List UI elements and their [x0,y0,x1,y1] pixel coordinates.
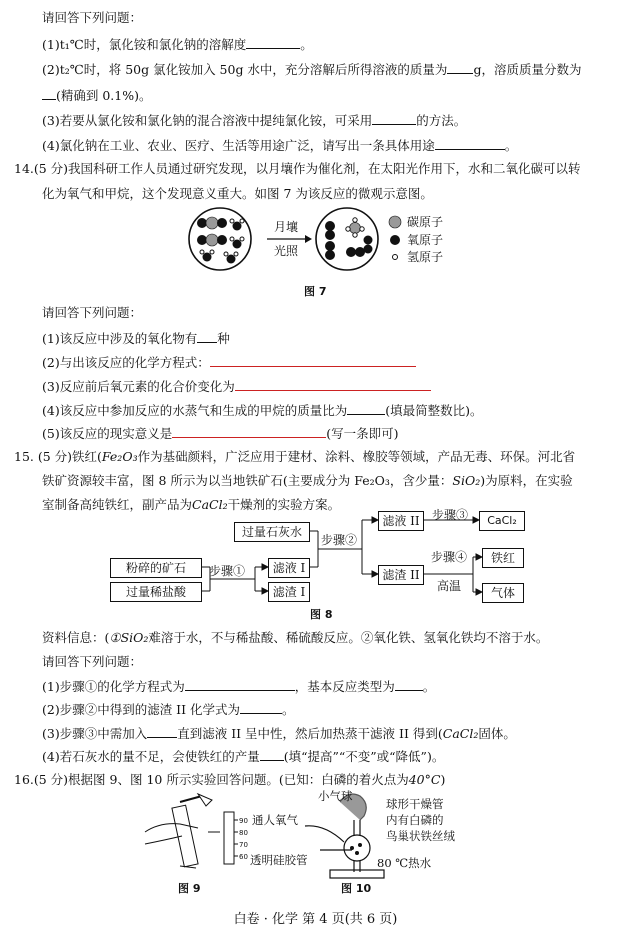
q13-part2: (2)t₂℃时，将 50g 氯化铵加入 50g 水中，充分溶解后所得溶液的质量为 g，溶质质量分数为 [42,62,582,77]
q13-part1: (1)t₁℃时，氯化铵和氯化钠的溶解度 。 [42,37,313,52]
label-silicone-tube: 透明硅胶管 [250,853,308,867]
answer-blank[interactable] [372,112,416,125]
label-balloon: 小气球 [318,789,353,803]
q13-intro: 请回答下列问题： [42,10,143,25]
figure-9-cylinder-diagram [140,792,260,877]
co2-molecule-icon [197,234,227,246]
figure-9-caption: 图 9 [178,882,201,895]
co2-molecule-icon [197,217,227,229]
answer-blank[interactable] [240,701,282,714]
flow-step1-label: 步骤① [209,564,246,578]
flow-box-residue-1: 滤渣 I [268,582,310,602]
q13-part3: (3)若要从氯化铵和氯化钠的混合溶液中提纯氯化铵，可采用 的方法。 [42,113,467,128]
q14-intro: 请回答下列问题： [42,305,143,320]
flow-box-filtrate-2: 滤液 II [378,511,424,531]
water-molecule-icon [230,219,244,231]
q14-part2: (2)与出该反应的化学方程式： [42,354,416,371]
q14-part5: (5)该反应的现实意义是 (写一条即可) [42,426,399,441]
q15-info: 资料信息：(①SiO₂难溶于水，不与稀盐酸、稀硫酸反应。②氧化铁、氢氧化铁均不溶于水。 [42,630,549,645]
q14-part4: (4)该反应中参加反应的水蒸气和生成的甲烷的质量比为 (填最简整数比)。 [42,403,483,418]
answer-blank[interactable] [435,137,505,150]
figure-7-molecule-diagram [185,204,460,274]
flow-step2-label: 步骤② [321,533,358,547]
q15-intro: 请回答下列问题： [42,654,143,669]
q14-stem-line2: 化为氧气和甲烷，这个发现意义重大。如图 7 为该反应的微观示意图。 [42,186,433,201]
arrow-icon [305,235,312,243]
flow-box-lime-water: 过量石灰水 [234,522,310,542]
answer-blank[interactable] [246,36,300,49]
answer-blank[interactable] [197,330,217,343]
answer-blank[interactable] [347,402,385,415]
flow-box-iron-red: 铁红 [482,548,524,568]
label-oxygen-inlet: 通人氧气 [252,813,298,827]
o2-molecule-icon [364,236,373,254]
flow-step3-label: 步骤③ [432,508,469,522]
figure-7-caption: 图 7 [304,285,327,298]
flow-box-dilute-hcl: 过量稀盐酸 [110,582,202,602]
flow-step4-label: 步骤④ [431,550,468,564]
ch4-molecule-icon [346,218,364,237]
flow-box-residue-2: 滤渣 II [378,565,424,585]
flow-box-crushed-ore: 粉碎的矿石 [110,558,202,578]
answer-blank[interactable] [210,354,416,367]
answer-blank[interactable] [172,425,326,438]
q15-stem-line3: 室制备高纯铁红，副产品为CaCl₂干燥剂的实验方案。 [42,497,341,512]
q13-part4: (4)氯化钠在工业、农业、医疗、生活等用途广泛，请写出一条具体用途 。 [42,138,518,153]
label-steel-wool: 鸟巢状铁丝绒 [386,829,455,843]
arrow-label-catalyst: 月壤 [274,220,299,234]
answer-blank[interactable] [147,725,177,738]
water-molecule-icon [230,237,244,249]
legend-carbon: 碳原子 [407,215,444,229]
arrow-label-light: 光照 [274,244,299,258]
flow-box-filtrate-1: 滤液 I [268,558,310,578]
q14-part1: (1)该反应中涉及的氧化物有 种 [42,331,230,346]
q14-part3: (3)反应前后氧元素的化合价变化为 [42,378,431,395]
legend-oxygen: 氧原子 [407,233,444,247]
answer-blank[interactable] [447,61,473,74]
o2-molecule-icon [346,247,365,257]
water-molecule-icon [200,250,214,262]
q15-part3: (3)步骤③中需加入 直到滤液 II 呈中性，然后加热蒸干滤液 II 得到(CaCl₂固体。 [42,726,516,741]
carbon-atom-icon [389,216,401,228]
scale-tick-label: 80 [239,829,248,837]
page-footer: 白卷 · 化学 第 4 页(共 6 页) [233,912,398,927]
answer-blank[interactable] [185,678,295,691]
oxygen-atom-icon [390,235,400,245]
hydrogen-atom-icon [393,255,398,260]
q15-part1: (1)步骤①的化学方程式为 ，基本反应类型为 。 [42,679,436,694]
scale-tick-label: 70 [239,841,248,849]
answer-blank[interactable] [42,87,56,100]
label-hot-water: 80 ℃热水 [377,856,432,870]
o2-molecule-icon [325,221,335,240]
label-drying-tube: 球形干燥管 [386,797,444,811]
scale-tick-label: 60 [239,853,248,861]
answer-blank[interactable] [395,678,423,691]
o2-molecule-icon [325,241,335,260]
flow-high-temp-label: 高温 [437,579,462,593]
flow-box-cacl2: CaCl₂ [479,511,525,531]
legend-hydrogen: 氢原子 [407,250,444,264]
figure-10-caption: 图 10 [341,882,372,895]
q15-part2: (2)步骤②中得到的滤渣 II 化学式为 。 [42,702,295,717]
drying-tube-icon [344,835,370,861]
scale-tick-label: 90 [239,817,248,825]
q15-stem-line1: 15. (5 分)铁红(Fe₂O₃作为基础颜料，广泛应用于建材、涂料、橡胶等领域，产品无毒、环保。河北省 [14,449,576,464]
q14-stem-line1: 14.(5 分)我国科研工作人员通过研究发现，以月壤作为催化剂，在太阳光作用下，水和二氧化碳可以转 [14,161,581,176]
flow-box-gas: 气体 [482,583,524,603]
q15-stem-line2: 铁矿资源较丰富，图 8 所示为以当地铁矿石(主要成分为 Fe₂O₃，含少量：SiO₂)为原料，在实验 [42,473,573,488]
q15-part4: (4)若石灰水的量不足，会使铁红的产量 (填“提高”“不变”或“降低”)。 [42,749,445,764]
answer-blank[interactable] [260,748,284,761]
water-molecule-icon [224,252,238,264]
label-white-phosphorus: 内有白磷的 [386,813,444,827]
q13-part2-cont: (精确到 0.1%)。 [42,87,151,104]
answer-blank[interactable] [235,378,431,391]
figure-8-caption: 图 8 [310,608,333,621]
q16-stem: 16.(5 分)根据图 9、图 10 所示实验回答问题。(已知：白磷的着火点为40°C) [14,772,446,787]
